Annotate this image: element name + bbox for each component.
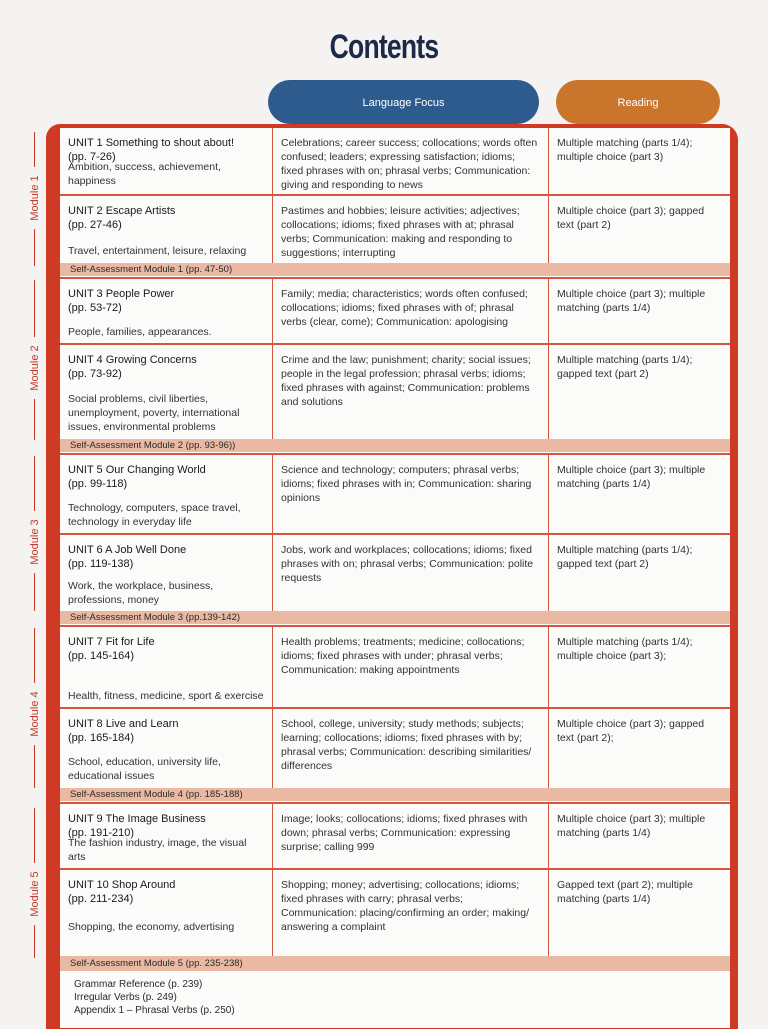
table-row <box>60 277 730 345</box>
language-focus-cell: Shopping; money; advertising; collocations; idioms; fixed phrases with carry; phrasal verbs; Communication: placing/confirming an order; making/ answering a complaint <box>272 870 548 956</box>
reading-cell: Multiple matching (parts 1/4); multiple choice (part 3) <box>548 128 730 194</box>
unit-topic: The fashion industry, image, the visual arts <box>68 837 247 863</box>
reading-cell: Multiple choice (part 3); multiple matching (parts 1/4) <box>548 455 730 535</box>
table-row <box>60 802 730 870</box>
unit-topic: Ambition, success, achievement, happiness <box>68 161 221 187</box>
unit-pages: (pp. 191-210) <box>68 827 135 839</box>
language-focus-cell: Celebrations; career success; collocations; words often confused; leaders; expressing satisfaction; idioms; fixed phrases with on; phrasal verbs; Communication: giving and responding to news <box>272 128 548 194</box>
language-focus-cell: Crime and the law; punishment; charity; social issues; people in the legal profession; phrasal verbs; idioms; fixed phrases with against; Communication: problems and solutions <box>272 345 548 440</box>
table-row <box>60 625 730 709</box>
unit-topic: Technology, computers, space travel, technology in everyday life <box>68 502 241 528</box>
table-row <box>60 343 730 440</box>
unit-pages: (pp. 99-118) <box>68 478 128 490</box>
unit-pages: (pp. 211-234) <box>68 893 134 905</box>
unit-title: UNIT 8 Live and Learn <box>68 718 179 730</box>
language-focus-header: Language Focus <box>268 80 539 124</box>
module-label-3: Module 3 <box>24 456 46 611</box>
list-item: Irregular Verbs (p. 249) <box>74 992 177 1003</box>
self-assessment-1: Self-Assessment Module 1 (pp. 47-50) <box>60 263 730 276</box>
unit-topic: Social problems, civil liberties, unemployment, poverty, international issues, environmental problems <box>68 393 240 433</box>
module-label-1: Module 1 <box>24 132 46 266</box>
unit-title: UNIT 6 A Job Well Done <box>68 544 187 556</box>
self-assessment-3: Self-Assessment Module 3 (pp.139-142) <box>60 611 730 624</box>
reading-cell: Multiple choice (part 3); multiple matching (parts 1/4) <box>548 804 730 870</box>
unit-pages: (pp. 7-26) <box>68 151 116 163</box>
unit-title: UNIT 10 Shop Around <box>68 879 176 891</box>
unit-title: UNIT 4 Growing Concerns <box>68 354 197 366</box>
unit-topic: Shopping, the economy, advertising <box>68 921 235 933</box>
table-row <box>60 533 730 613</box>
language-focus-cell: Image; looks; collocations; idioms; fixed phrases with down; phrasal verbs; Communication: expressing surprise; calling 999 <box>272 804 548 870</box>
unit-title: UNIT 5 Our Changing World <box>68 464 206 476</box>
table-row <box>60 868 730 956</box>
language-focus-cell: School, college, university; study methods; subjects; learning; collocations; idioms; fixed phrases with by; phrasal verbs; Communication: describing similarities/ differences <box>272 709 548 789</box>
module-label-2: Module 2 <box>24 280 46 440</box>
unit-pages: (pp. 145-164) <box>68 650 135 662</box>
reading-cell: Multiple matching (parts 1/4); gapped text (part 2) <box>548 535 730 613</box>
reading-cell: Multiple choice (part 3); multiple matching (parts 1/4) <box>548 279 730 345</box>
unit-topic: Travel, entertainment, leisure, relaxing <box>68 245 247 257</box>
list-item: Grammar Reference (p. 239) <box>74 979 203 990</box>
module-label-5: Module 5 <box>24 808 46 958</box>
unit-title: UNIT 1 Something to shout about! <box>68 137 235 149</box>
table-row <box>60 194 730 264</box>
reading-cell: Multiple matching (parts 1/4); multiple choice (part 3); <box>548 627 730 709</box>
unit-topic: Work, the workplace, business, professions, money <box>68 580 214 606</box>
unit-title: UNIT 2 Escape Artists <box>68 205 176 217</box>
self-assessment-4: Self-Assessment Module 4 (pp. 185-188) <box>60 788 730 801</box>
language-focus-cell: Science and technology; computers; phrasal verbs; idioms; fixed phrases with in; Communication: sharing opinions <box>272 455 548 535</box>
table-row <box>60 707 730 789</box>
reading-cell: Multiple matching (parts 1/4); gapped text (part 2) <box>548 345 730 440</box>
reading-cell: Gapped text (part 2); multiple matching (parts 1/4) <box>548 870 730 956</box>
unit-pages: (pp. 119-138) <box>68 558 134 570</box>
reading-cell: Multiple choice (part 3); gapped text (part 2); <box>548 709 730 789</box>
reading-header: Reading <box>556 80 720 124</box>
list-item: Appendix 1 – Phrasal Verbs (p. 250) <box>74 1005 235 1016</box>
language-focus-cell: Pastimes and hobbies; leisure activities; adjectives; collocations; idioms; fixed phrases with at; phrasal verbs; Communication: making and responding to suggestions; interrupting <box>272 196 548 264</box>
unit-pages: (pp. 165-184) <box>68 732 135 744</box>
unit-title: UNIT 3 People Power <box>68 288 175 300</box>
unit-topic: Health, fitness, medicine, sport & exercise <box>68 690 264 702</box>
unit-title: UNIT 7 Fit for Life <box>68 636 155 648</box>
unit-title: UNIT 9 The Image Business <box>68 813 206 825</box>
language-focus-cell: Jobs, work and workplaces; collocations; idioms; fixed phrases with on; phrasal verbs; Communication: polite requests <box>272 535 548 613</box>
reference-list <box>60 972 730 1023</box>
language-focus-cell: Family; media; characteristics; words often confused; collocations; idioms; fixed phrases with of; phrasal verbs (clear, come); Communication: apologising <box>272 279 548 345</box>
table-row <box>60 128 730 194</box>
self-assessment-2: Self-Assessment Module 2 (pp. 93-96)) <box>60 439 730 452</box>
unit-pages: (pp. 53-72) <box>68 302 122 314</box>
self-assessment-5: Self-Assessment Module 5 (pp. 235-238) <box>60 956 730 971</box>
unit-pages: (pp. 27-46) <box>68 219 122 231</box>
unit-topic: School, education, university life, educational issues <box>68 756 221 782</box>
page-title: Contents <box>329 28 439 66</box>
reading-cell: Multiple choice (part 3); gapped text (part 2) <box>548 196 730 264</box>
table-row <box>60 453 730 535</box>
unit-pages: (pp. 73-92) <box>68 368 122 380</box>
language-focus-cell: Health problems; treatments; medicine; collocations; idioms; fixed phrases with under; phrasal verbs; Communication: making appointments <box>272 627 548 709</box>
module-label-4: Module 4 <box>24 628 46 788</box>
unit-topic: People, families, appearances. <box>68 326 212 338</box>
